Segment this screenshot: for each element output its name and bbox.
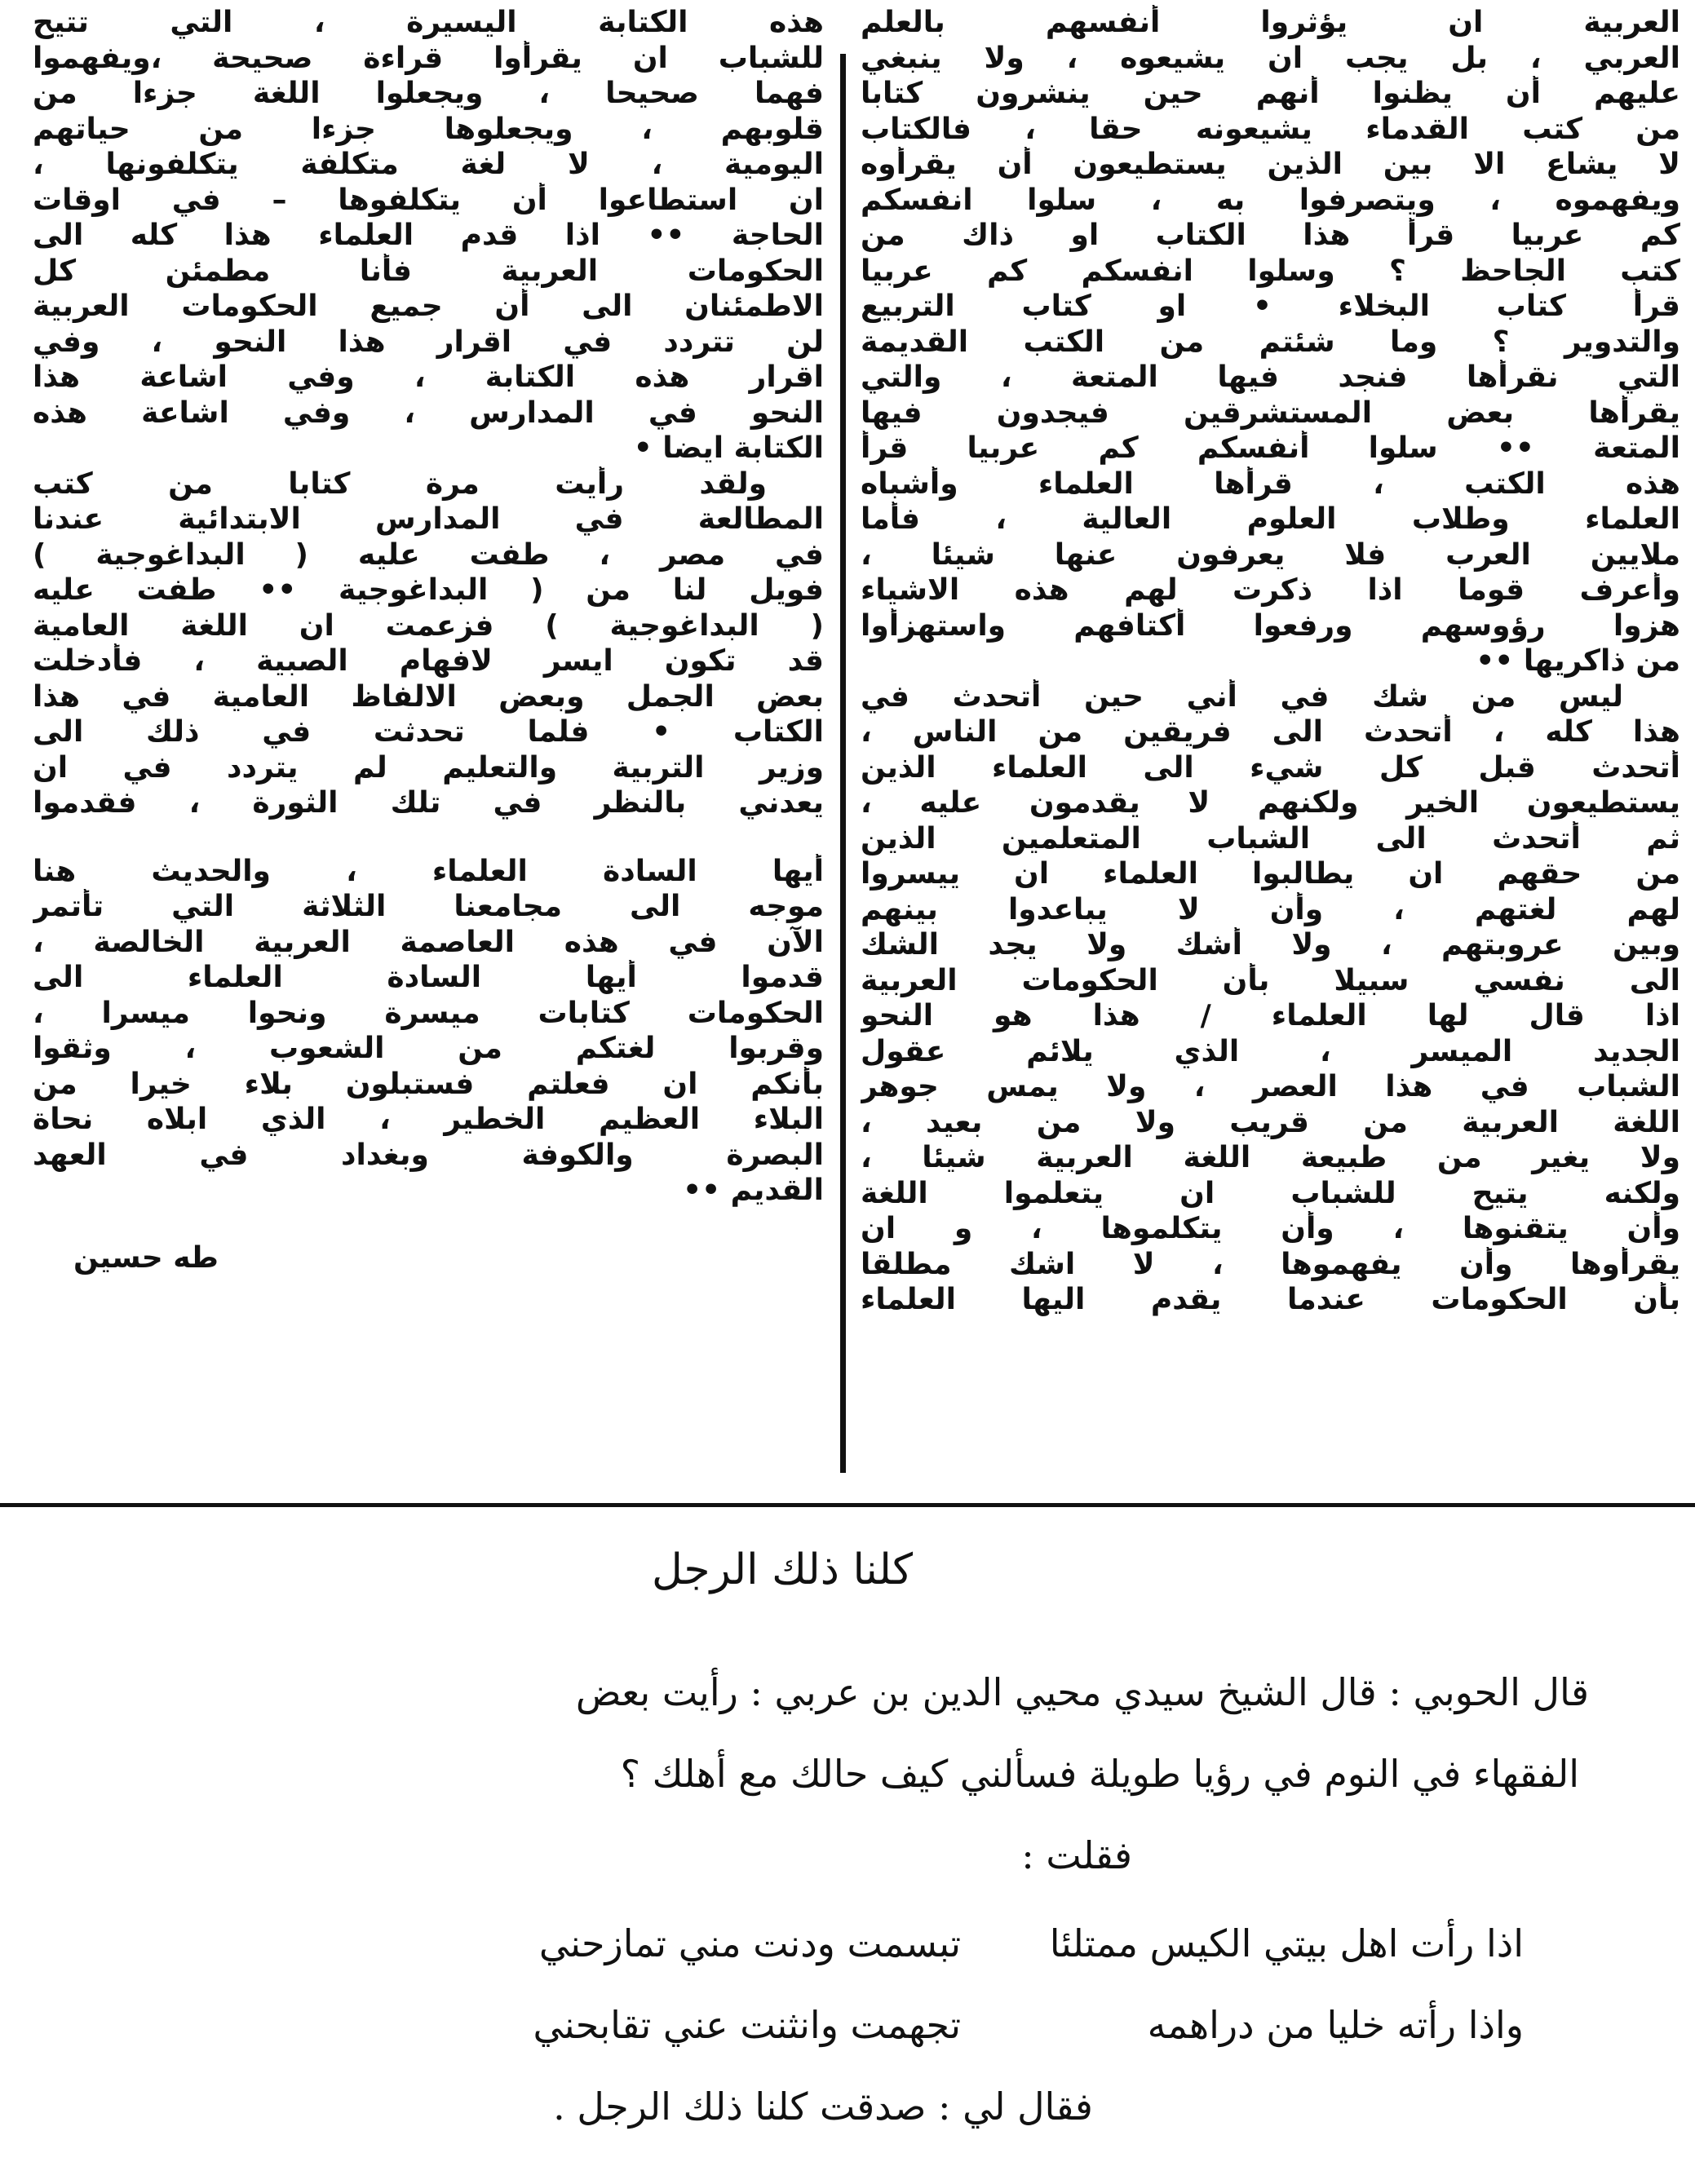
verse-second-hemistich: تبسمت ودنت مني تمازحني — [538, 1921, 961, 1965]
text-line: ملايين العرب فلا يعرفون عنها شيئا ، — [861, 537, 1680, 572]
text-line: قد تكون ايسر لافهام الصبية ، فأدخلت — [33, 644, 824, 678]
text-line: اذا قال لها العلماء / هذا هو النحو — [861, 999, 1680, 1032]
text-line: هزوا رؤوسهم ورفعوا أكتافهم واستهزأوا — [861, 608, 1680, 643]
text-line: يستطيعون الخير ولكنهم لا يقدمون عليه ، — [861, 786, 1680, 820]
text-line: العربي ، بل يجب ان يشيعوه ، ولا ينبغي — [861, 41, 1680, 75]
text-line: ولقد رأيت مرة كتابا من كتب — [33, 466, 767, 501]
text-line: لهم لغتهم ، وأن لا يباعدوا بينهم — [861, 892, 1680, 926]
text-line: وزير التربية والتعليم لم يتردد في ان — [33, 750, 824, 785]
anecdote-title: كلنا ذلك الرجل — [652, 1545, 913, 1594]
text-line: لا يشاع الا بين الذين يستطيعون أن يقرأوه — [861, 148, 1680, 181]
text-line: يقرأوها وأن يفهموها ، لا اشك مطلقا — [861, 1247, 1680, 1281]
text-line: يعدني بالنظر في تلك الثورة ، فقدموا — [33, 786, 824, 820]
anecdote-prose — [251, 1651, 1589, 1896]
text-line: المتعة •• سلوا أنفسكم كم عربيا قرأ — [861, 431, 1680, 465]
text-line: الآن في هذه العاصمة العربية الخالصة ، — [33, 925, 824, 959]
verse-first-hemistich: واذا رأته خليا من دراهمه — [1147, 2003, 1524, 2047]
text-line: فويل لنا من ( البداغوجية •• طفت عليه — [33, 573, 824, 607]
text-line: الشباب في هذا العصر ، ولا يمس جوهر — [861, 1070, 1680, 1103]
right-column — [861, 5, 1680, 1497]
text-line: البلاء العظيم الخطير ، الذي ابلاه نحاة — [33, 1103, 824, 1136]
prose-line: فقلت : — [1021, 1833, 1132, 1877]
text-line: للشباب ان يقرأوا قراءة صحيحة ،ويفهموا — [33, 41, 824, 75]
poem — [284, 1903, 1524, 2066]
text-line: أتحدث قبل كل شيء الى العلماء الذين — [861, 750, 1680, 785]
poem-verse — [284, 1903, 1524, 1984]
text-line: هذه الكتابة اليسيرة ، التي تتيح — [33, 6, 824, 39]
text-line: اللغة العربية من قريب ولا من بعيد ، — [861, 1105, 1680, 1139]
text-line: ان استطاعوا أن يتكلفوها – في اوقات — [33, 183, 824, 217]
text-line: لن تتردد في اقرار هذا النحو ، وفي — [33, 325, 824, 359]
text-line: هذا كله ، أتحدث الى فريقين من الناس ، — [861, 715, 1680, 749]
text-line: هذه الكتب ، قرأها العلماء وأشباه — [861, 466, 1680, 501]
text-line: المطالعة في المدارس الابتدائية عندنا — [33, 502, 824, 536]
text-line: بأنكم ان فعلتم فستبلون بلاء خيرا من — [33, 1067, 824, 1101]
text-line: بعض الجمل وبعض الالفاظ العامية في هذا — [33, 679, 824, 714]
text-line: الجديد الميسر ، الذي يلائم عقول — [861, 1034, 1680, 1068]
text-line: الحكومات العربية فأنا مطمئن كل — [33, 254, 824, 288]
text-line: القديم •• — [683, 1174, 824, 1207]
text-line: العربية ان يؤثروا أنفسهم بالعلم — [861, 6, 1680, 39]
text-line: عليهم أن يظنوا أنهم حين ينشرون كتابا — [861, 77, 1680, 110]
section-divider — [0, 1503, 1695, 1507]
text-line: يقرأها بعض المستشرقين فيجدون فيها — [861, 396, 1680, 430]
text-line: كم عربيا قرأ هذا الكتاب او ذاك من — [861, 219, 1680, 252]
text-line: البصرة والكوفة وبغداد في العهد — [33, 1138, 824, 1172]
text-line: التي نقرأها فنجد فيها المتعة ، والتي — [861, 360, 1680, 394]
article-columns — [16, 5, 1680, 1497]
paragraph-gap — [33, 1209, 824, 1227]
text-line: من ذاكريها •• — [1476, 644, 1680, 678]
text-line: بأن الحكومات عندما يقدم اليها العلماء — [861, 1283, 1680, 1316]
column-divider — [840, 54, 846, 1473]
text-line: كتب الجاحظ ؟ وسلوا انفسكم كم عربيا — [861, 254, 1680, 288]
paragraph-gap — [33, 821, 824, 854]
text-line: اقرار هذه الكتابة ، وفي اشاعة هذا — [33, 360, 824, 394]
poem-verse — [284, 1984, 1524, 2066]
text-line: ويفهموه ، ويتصرفوا به ، سلوا انفسكم — [861, 183, 1680, 217]
text-line: فهما صحيحا ، ويجعلوا اللغة جزءا من — [33, 77, 824, 110]
text-line: موجه الى مجامعنا الثلاثة التي تأتمر — [33, 890, 824, 923]
left-column — [33, 5, 824, 1497]
text-line: ولا يغير من طبيعة اللغة العربية شيئا ، — [861, 1141, 1680, 1174]
text-line: من حقهم ان يطالبوا العلماء ان ييسروا — [861, 857, 1680, 891]
text-line: ولكنه يتيح للشباب ان يتعلموا اللغة — [861, 1176, 1680, 1210]
text-line: في مصر ، طفت عليه ( البداغوجية ) — [33, 537, 824, 572]
text-line: الكتاب • فلما تحدثت في ذلك الى — [33, 715, 824, 749]
text-line: الحاجة •• اذا قدم العلماء هذا كله الى — [33, 219, 824, 252]
text-line: وأن يتقنوها ، وأن يتكلموها ، و ان — [861, 1212, 1680, 1245]
text-line: قرأ كتاب البخلاء • او كتاب التربيع — [861, 290, 1680, 323]
anecdote-closing: فقال لي : صدقت كلنا ذلك الرجل . — [553, 2085, 1093, 2129]
anecdote-section — [0, 1537, 1695, 2147]
text-line: اليومية ، لا لغة متكلفة يتكلفونها ، — [33, 148, 824, 181]
text-line: وبين عروبتهم ، ولا أشك ولا يجد الشك — [861, 928, 1680, 962]
text-line: الى نفسي سبيلا بأن الحكومات العربية — [861, 963, 1680, 997]
author-signature: طه حسين — [73, 1240, 219, 1275]
prose-line: قال الحوبي : قال الشيخ سيدي محيي الدين بن عربي : رأيت بعض — [575, 1670, 1589, 1714]
text-line: قلوبهم ، ويجعلوها جزءا من حياتهم — [33, 112, 824, 146]
prose-line: الفقهاء في النوم في رؤيا طويلة فسألني كيف حالك مع أهلك ؟ — [620, 1752, 1579, 1796]
text-line: وقربوا لغتكم من الشعوب ، وثقوا — [33, 1032, 824, 1065]
verse-second-hemistich: تجهمت وانثنت عني تقابحني — [533, 2003, 961, 2047]
text-line: وأعرف قوما اذا ذكرت لهم هذه الاشياء — [861, 573, 1680, 607]
text-line: الاطمئنان الى أن جميع الحكومات العربية — [33, 290, 824, 323]
text-line: ( البداغوجية ) فزعمت ان اللغة العامية — [33, 608, 824, 643]
text-line: قدموا أيها السادة العلماء الى — [33, 961, 824, 994]
text-line: من كتب القدماء يشيعونه حقا ، فالكتاب — [861, 112, 1680, 146]
text-line: والتدوير ؟ وما شئتم من الكتب القديمة — [861, 325, 1680, 359]
text-line: الحكومات كتابات ميسرة ونحوا ميسرا ، — [33, 996, 824, 1030]
text-line: ثم أتحدث الى الشباب المتعلمين الذين — [861, 821, 1680, 855]
text-line: أيها السادة العلماء ، والحديث هنا — [33, 854, 824, 888]
verse-first-hemistich: اذا رأت اهل بيتي الكيس ممتلئا — [1049, 1921, 1524, 1965]
text-line: الكتابة ايضا • — [633, 431, 824, 465]
text-line: العلماء وطلاب العلوم العالية ، فأما — [861, 502, 1680, 536]
text-line: ليس من شك في أني حين أتحدث في — [861, 679, 1623, 714]
text-line: النحو في المدارس ، وفي اشاعة هذه — [33, 396, 824, 430]
